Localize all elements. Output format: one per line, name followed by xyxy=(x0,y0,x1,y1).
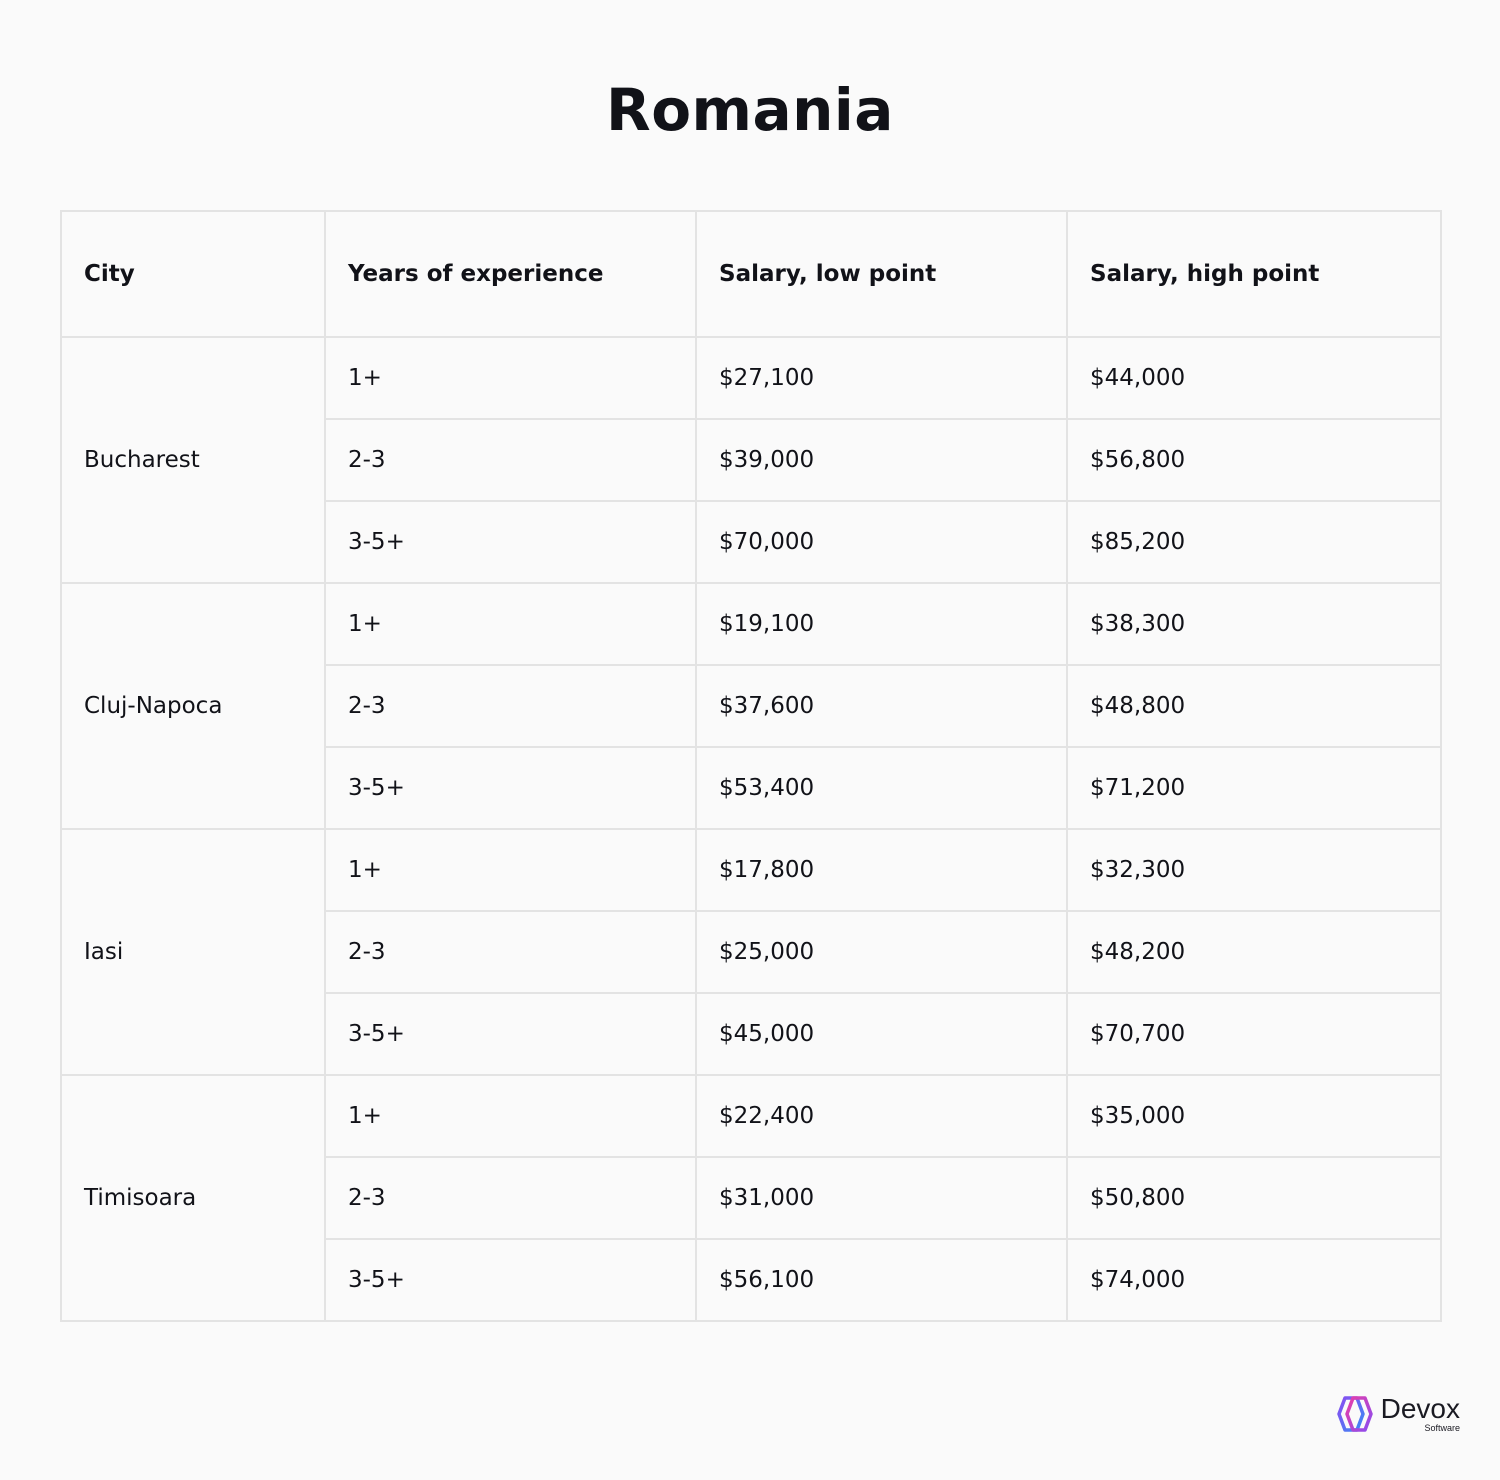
years-cell: 3-5+ xyxy=(325,501,696,583)
salary-low-cell: $39,000 xyxy=(696,419,1067,501)
years-cell: 2-3 xyxy=(325,419,696,501)
devox-hexagon-logo-icon xyxy=(1333,1394,1377,1434)
salary-low-cell: $22,400 xyxy=(696,1075,1067,1157)
salary-high-cell: $48,800 xyxy=(1067,665,1441,747)
table-header-row xyxy=(61,211,1441,337)
header-years-of-experience: Years of experience xyxy=(325,211,696,337)
city-cell: Cluj-Napoca xyxy=(61,583,325,829)
salary-low-cell: $53,400 xyxy=(696,747,1067,829)
years-cell: 2-3 xyxy=(325,1157,696,1239)
years-cell: 3-5+ xyxy=(325,993,696,1075)
header-salary-high-point: Salary, high point xyxy=(1067,211,1441,337)
salary-low-cell: $45,000 xyxy=(696,993,1067,1075)
salary-high-cell: $70,700 xyxy=(1067,993,1441,1075)
salary-high-cell: $32,300 xyxy=(1067,829,1441,911)
header-city: City xyxy=(61,211,325,337)
salary-high-cell: $38,300 xyxy=(1067,583,1441,665)
table-row xyxy=(61,829,1441,911)
salary-low-cell: $56,100 xyxy=(696,1239,1067,1321)
salary-high-cell: $56,800 xyxy=(1067,419,1441,501)
salary-table xyxy=(60,210,1442,1322)
page-title: Romania xyxy=(606,76,894,144)
salary-low-cell: $37,600 xyxy=(696,665,1067,747)
years-cell: 1+ xyxy=(325,583,696,665)
salary-low-cell: $31,000 xyxy=(696,1157,1067,1239)
salary-high-cell: $44,000 xyxy=(1067,337,1441,419)
salary-high-cell: $71,200 xyxy=(1067,747,1441,829)
years-cell: 1+ xyxy=(325,829,696,911)
table-row xyxy=(61,583,1441,665)
salary-low-cell: $25,000 xyxy=(696,911,1067,993)
table-row xyxy=(61,1075,1441,1157)
brand-subtitle: Software xyxy=(1424,1423,1460,1433)
salary-high-cell: $50,800 xyxy=(1067,1157,1441,1239)
salary-low-cell: $19,100 xyxy=(696,583,1067,665)
salary-high-cell: $48,200 xyxy=(1067,911,1441,993)
header-salary-low-point: Salary, low point xyxy=(696,211,1067,337)
table-row xyxy=(61,337,1441,419)
years-cell: 3-5+ xyxy=(325,747,696,829)
years-cell: 2-3 xyxy=(325,665,696,747)
brand-name: Devox xyxy=(1380,1393,1460,1424)
city-cell: Timisoara xyxy=(61,1075,325,1321)
salary-low-cell: $17,800 xyxy=(696,829,1067,911)
years-cell: 3-5+ xyxy=(325,1239,696,1321)
years-cell: 1+ xyxy=(325,337,696,419)
salary-low-cell: $27,100 xyxy=(696,337,1067,419)
salary-high-cell: $85,200 xyxy=(1067,501,1441,583)
years-cell: 1+ xyxy=(325,1075,696,1157)
brand-logo xyxy=(1333,1394,1460,1434)
salary-high-cell: $74,000 xyxy=(1067,1239,1441,1321)
salary-low-cell: $70,000 xyxy=(696,501,1067,583)
city-cell: Bucharest xyxy=(61,337,325,583)
salary-high-cell: $35,000 xyxy=(1067,1075,1441,1157)
city-cell: Iasi xyxy=(61,829,325,1075)
years-cell: 2-3 xyxy=(325,911,696,993)
